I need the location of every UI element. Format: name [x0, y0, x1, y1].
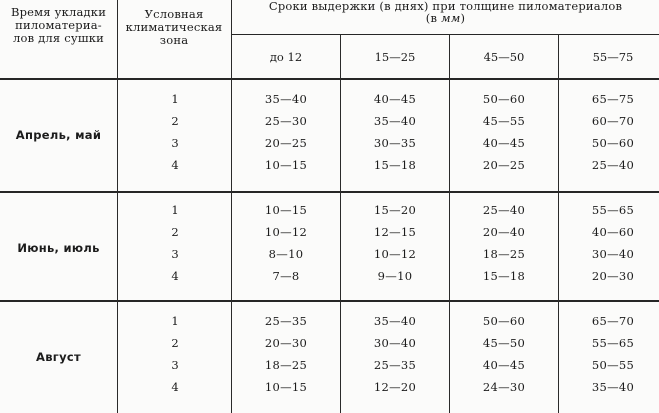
value-cell: 18—25	[264, 358, 308, 372]
value-cell: 30—40	[591, 247, 635, 261]
value-cell: 30—35	[373, 136, 417, 150]
value-cell: 10—15	[264, 203, 308, 217]
value-cell: 9—10	[377, 269, 413, 283]
thickness-header-1: до 12	[269, 50, 303, 64]
zone-cell: 4	[171, 269, 179, 283]
value-cell: 50—55	[591, 358, 635, 372]
value-cell: 40—45	[373, 92, 417, 106]
header-zone-line: климатическая	[125, 20, 223, 34]
period-label: Апрель, май	[15, 128, 102, 142]
col-rule-5	[558, 34, 559, 413]
col-rule-4	[449, 34, 450, 413]
zone-cell: 3	[171, 136, 179, 150]
value-cell: 25—35	[373, 358, 417, 372]
zone-cell: 3	[171, 247, 179, 261]
value-cell: 50—60	[482, 92, 526, 106]
value-cell: 40—45	[482, 358, 526, 372]
period-label: Август	[36, 350, 81, 364]
header-terms-title: Сроки выдержки (в днях) при толщине пиломатериалов	[268, 0, 623, 13]
zone-cell: 1	[171, 92, 179, 106]
value-cell: 10—15	[264, 158, 308, 172]
zone-cell: 1	[171, 203, 179, 217]
value-cell: 25—40	[482, 203, 526, 217]
section-rule-2	[0, 300, 659, 302]
value-cell: 65—75	[591, 92, 635, 106]
value-cell: 8—10	[268, 247, 304, 261]
value-cell: 45—55	[482, 114, 526, 128]
value-cell: 20—25	[482, 158, 526, 172]
value-cell: 50—60	[591, 136, 635, 150]
zone-cell: 2	[171, 336, 179, 350]
zone-cell: 4	[171, 158, 179, 172]
zone-cell: 2	[171, 225, 179, 239]
thickness-header-3: 45—50	[483, 50, 525, 64]
header-holding-terms	[232, 0, 659, 24]
value-cell: 10—12	[373, 247, 417, 261]
header-time-line: пиломатериа-	[15, 18, 102, 32]
value-cell: 35—40	[373, 114, 417, 128]
value-cell: 35—40	[373, 314, 417, 328]
zone-cell: 2	[171, 114, 179, 128]
unit-mm: мм	[441, 11, 461, 25]
value-cell: 10—15	[264, 380, 308, 394]
zone-cell: 3	[171, 358, 179, 372]
value-cell: 18—25	[482, 247, 526, 261]
value-cell: 15—18	[373, 158, 417, 172]
value-cell: 15—20	[373, 203, 417, 217]
value-cell: 45—50	[482, 336, 526, 350]
value-cell: 25—40	[591, 158, 635, 172]
value-cell: 40—45	[482, 136, 526, 150]
zone-cell: 4	[171, 380, 179, 394]
col-rule-1	[117, 0, 118, 413]
header-rule-sub	[232, 34, 659, 35]
value-cell: 55—65	[591, 203, 635, 217]
value-cell: 20—30	[591, 269, 635, 283]
header-terms-unit-line	[232, 12, 659, 24]
header-zone-line: Условная	[144, 7, 204, 21]
thickness-header-4: 55—75	[592, 50, 634, 64]
header-zone-line: зона	[159, 33, 189, 47]
header-time-line: лов для сушки	[12, 31, 104, 45]
value-cell: 55—65	[591, 336, 635, 350]
value-cell: 24—30	[482, 380, 526, 394]
section-rule-1	[0, 191, 659, 193]
thickness-header-2: 15—25	[374, 50, 416, 64]
header-time-of-stacking	[0, 6, 117, 45]
value-cell: 10—12	[264, 225, 308, 239]
value-cell: 12—15	[373, 225, 417, 239]
value-cell: 35—40	[264, 92, 308, 106]
unit-suffix: )	[460, 11, 466, 25]
value-cell: 50—60	[482, 314, 526, 328]
period-label: Июнь, июль	[17, 241, 100, 255]
col-rule-3	[340, 34, 341, 413]
value-cell: 20—40	[482, 225, 526, 239]
value-cell: 30—40	[373, 336, 417, 350]
value-cell: 35—40	[591, 380, 635, 394]
value-cell: 40—60	[591, 225, 635, 239]
value-cell: 60—70	[591, 114, 635, 128]
unit-prefix: (в	[425, 11, 438, 25]
value-cell: 65—70	[591, 314, 635, 328]
value-cell: 7—8	[272, 269, 300, 283]
value-cell: 20—25	[264, 136, 308, 150]
header-climatic-zone	[118, 8, 230, 47]
value-cell: 15—18	[482, 269, 526, 283]
header-bottom-rule	[0, 78, 659, 80]
header-time-line: Время укладки	[10, 5, 107, 19]
value-cell: 20—30	[264, 336, 308, 350]
value-cell: 12—20	[373, 380, 417, 394]
value-cell: 25—35	[264, 314, 308, 328]
value-cell: 25—30	[264, 114, 308, 128]
zone-cell: 1	[171, 314, 179, 328]
